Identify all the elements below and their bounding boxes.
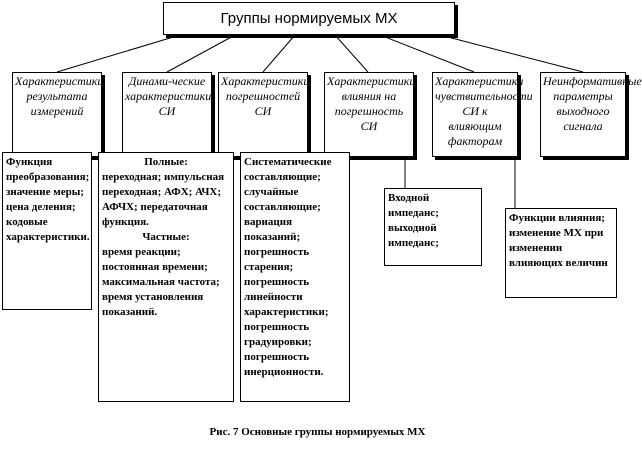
detail-sensitivity-text: Функции влияния; изменение МХ при изменении влияющих величин [509, 212, 608, 269]
category-influence [324, 72, 414, 157]
category-sensitivity [432, 72, 533, 157]
detail-sensitivity [505, 208, 617, 298]
category-dynamic-label: Динами-ческие характеристики СИ [125, 74, 212, 118]
category-errors-label: Характеристики погрешностей СИ [221, 74, 310, 118]
detail-results [2, 152, 92, 310]
category-results-label: Характеристики результата измерений [15, 74, 104, 118]
detail-dynamic-partial-title: Частные: [142, 231, 190, 243]
detail-dynamic [98, 152, 234, 402]
category-influence-label: Характеристики влияния на погрешность СИ [327, 74, 416, 133]
category-uninformative-label: Неинформативные параметры выходного сигнала [543, 74, 642, 133]
connector-results [57, 35, 180, 72]
category-uninformative [540, 72, 642, 157]
detail-influence [384, 188, 482, 266]
category-results [12, 72, 102, 157]
figure-caption: Рис. 7 Основные группы нормируемых МХ [209, 426, 426, 438]
detail-dynamic-full-items: переходная; импульсная переходная; АФХ; АЧХ; АФЧХ; передаточная функция. [102, 171, 225, 228]
detail-results-text: Функция преобразования; значение меры; цена деления; кодовые характеристики. [6, 156, 90, 243]
detail-errors [240, 152, 350, 402]
detail-errors-text: Систематические составляющие; случайные составляющие; вариация показаний; погрешность старения; погрешность линейности характеристики; погрешность градуировки; погрешность инерционности. [244, 156, 332, 378]
category-dynamic [122, 72, 212, 157]
diagram-title-text: Группы нормируемых МХ [220, 10, 398, 27]
diagram-title [163, 2, 455, 35]
connector-uninformative [440, 35, 583, 72]
detail-influence-text: Входной импеданс; выходной импеданс; [388, 192, 439, 249]
detail-dynamic-partial-items: время реакции; постоянная времени; максимальная частота; время установления показаний. [102, 246, 220, 318]
category-sensitivity-label: Характеристики чувствительности СИ к влияющим факторам [435, 74, 533, 148]
detail-dynamic-full-title: Полные: [144, 156, 188, 168]
connector-errors [263, 35, 295, 72]
connector-dynamic [167, 35, 235, 72]
category-errors [218, 72, 308, 157]
connector-influence [335, 35, 368, 72]
